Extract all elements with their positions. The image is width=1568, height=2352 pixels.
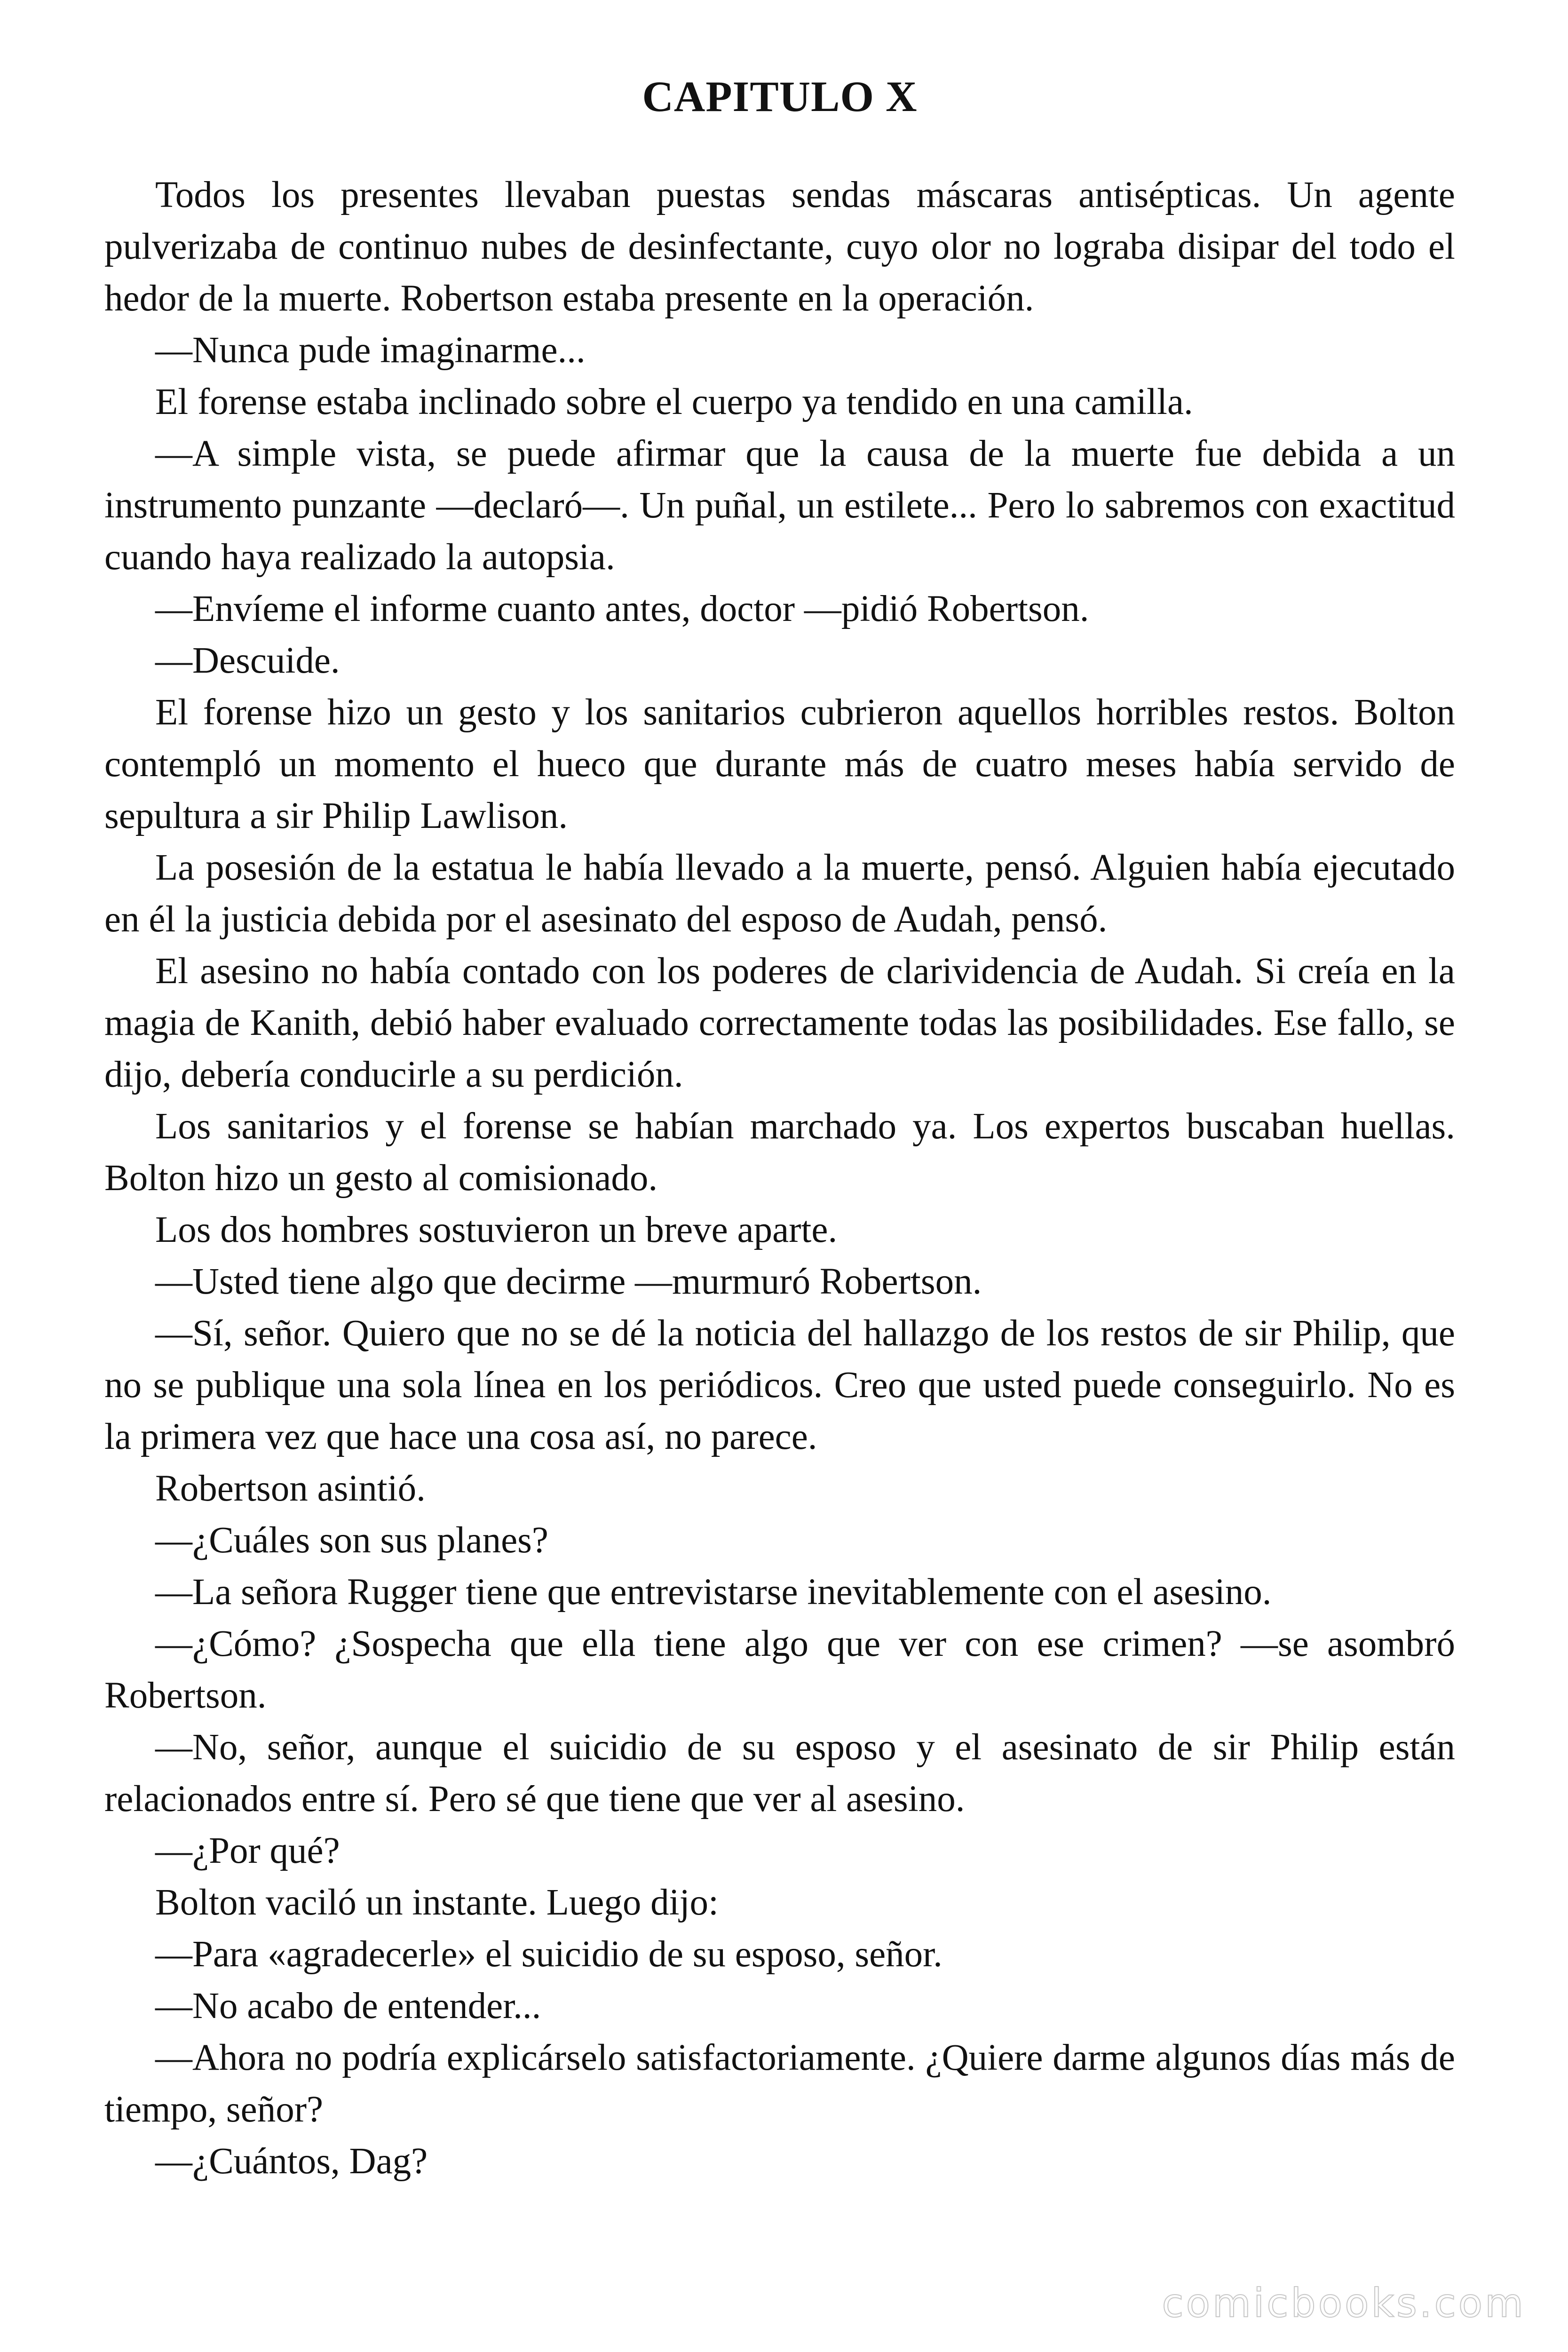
paragraph: Los dos hombres sostuvieron un breve aparte.: [155, 1209, 838, 1251]
book-page: [104, 71, 1455, 2187]
paragraph: —¿Por qué?: [155, 1830, 340, 1872]
paragraph: —A simple vista, se puede afirmar que la causa de la muerte fue debida a un instrumento punzante —declaró—. Un puñal, un estilete... Pero lo sabremos con exactitud cuando haya realizado la autopsia.: [104, 433, 1455, 578]
paragraph: —Usted tiene algo que decirme —murmuró Robertson.: [155, 1261, 982, 1303]
paragraph: Los sanitarios y el forense se habían marchado ya. Los expertos buscaban huellas. Bolton hizo un gesto al comisionado.: [104, 1106, 1455, 1199]
paragraph: —La señora Rugger tiene que entrevistarse inevitablemente con el asesino.: [155, 1572, 1272, 1613]
chapter-body: [104, 169, 1455, 2187]
watermark-text: comicbooks.com: [1162, 2280, 1526, 2326]
paragraph: —Sí, señor. Quiero que no se dé la noticia del hallazgo de los restos de sir Philip, que no se publique una sola línea en los periódicos. Creo que usted puede conseguirlo. No es la primera vez que hace una cosa así, no parece.: [104, 1313, 1455, 1458]
paragraph: El asesino no había contado con los poderes de clarividencia de Audah. Si creía en la magia de Kanith, debió haber evaluado correctamente todas las posibilidades. Ese fallo, se dijo, debería conducirle a su perdición.: [104, 951, 1455, 1096]
chapter-title: CAPITULO X: [642, 72, 918, 120]
paragraph: El forense estaba inclinado sobre el cuerpo ya tendido en una camilla.: [155, 381, 1193, 423]
paragraph: —¿Cuántos, Dag?: [155, 2141, 428, 2182]
paragraph: Robertson asintió.: [155, 1468, 426, 1510]
paragraph: La posesión de la estatua le había llevado a la muerte, pensó. Alguien había ejecutado en él la justicia debida por el asesinato del esposo de Audah, pensó.: [104, 847, 1455, 940]
paragraph: —Para «agradecerle» el suicidio de su esposo, señor.: [155, 1934, 942, 1975]
paragraph: —¿Cuáles son sus planes?: [155, 1520, 548, 1561]
paragraph: —Ahora no podría explicárselo satisfactoriamente. ¿Quiere darme algunos días más de tiempo, señor?: [104, 2037, 1455, 2130]
paragraph: —No acabo de entender...: [155, 1986, 541, 2027]
paragraph: —Envíeme el informe cuanto antes, doctor —pidió Robertson.: [155, 588, 1089, 630]
paragraph: El forense hizo un gesto y los sanitarios cubrieron aquellos horribles restos. Bolton contempló un momento el hueco que durante más de cuatro meses había servido de sepultura a sir Philip Lawlison.: [104, 692, 1455, 837]
paragraph: —Descuide.: [155, 640, 340, 682]
paragraph: —Nunca pude imaginarme...: [155, 330, 586, 371]
paragraph: Bolton vaciló un instante. Luego dijo:: [155, 1882, 719, 1923]
paragraph: —No, señor, aunque el suicidio de su esposo y el asesinato de sir Philip están relacionados entre sí. Pero sé que tiene que ver al asesino.: [104, 1727, 1455, 1820]
paragraph: —¿Cómo? ¿Sospecha que ella tiene algo que ver con ese crimen? —se asombró Robertson.: [104, 1623, 1455, 1716]
paragraph: Todos los presentes llevaban puestas sendas máscaras antisépticas. Un agente pulverizaba de continuo nubes de desinfectante, cuyo olor no lograba disipar del todo el hedor de la muerte. Robertson estaba presente en la operación.: [104, 175, 1455, 319]
